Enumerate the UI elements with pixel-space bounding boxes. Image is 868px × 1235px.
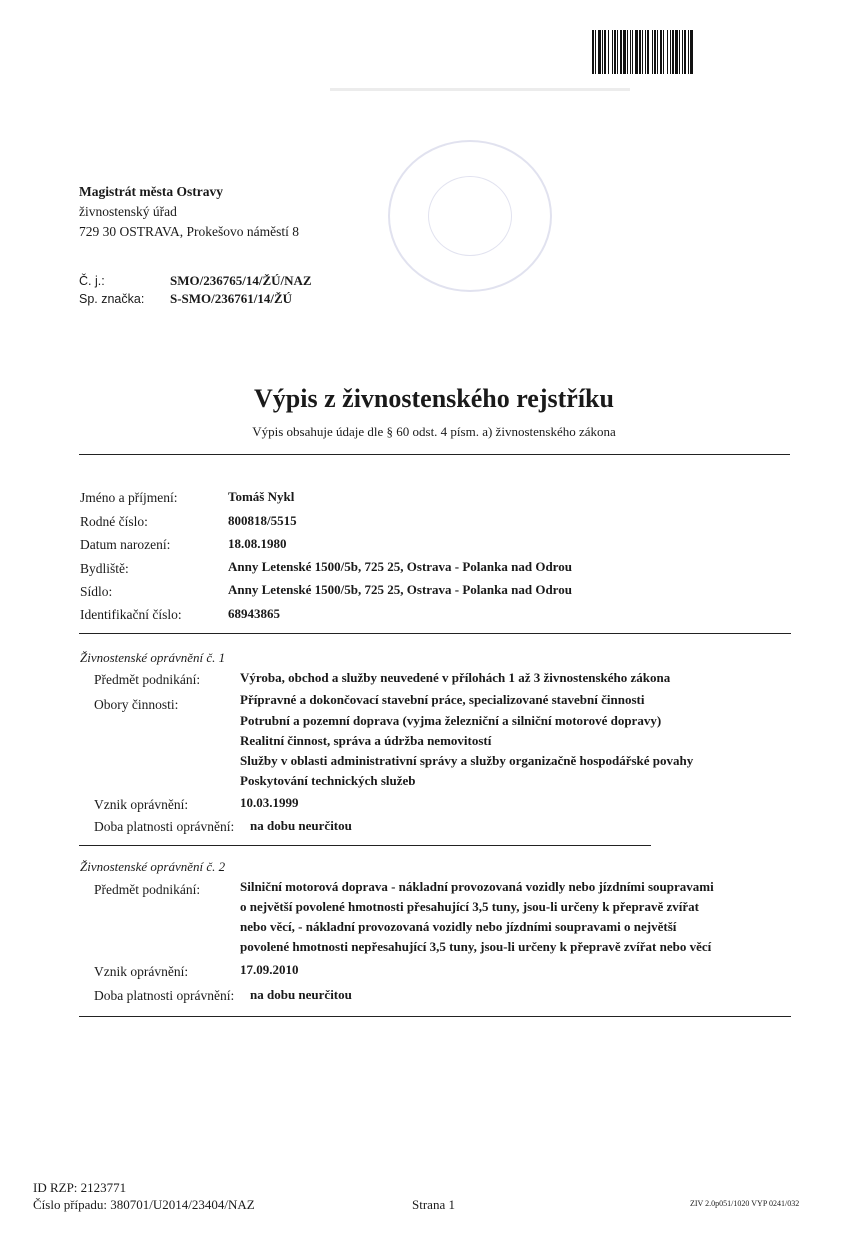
document-title: Výpis z živnostenského rejstříku: [254, 384, 614, 413]
barcode-stripe: [690, 30, 693, 74]
divider-bottom: [79, 1016, 791, 1017]
ref-label-spzn: Sp. značka:: [79, 292, 145, 306]
license-1-field-2: Potrubní a pozemní doprava (vyjma železniční a silniční motorové dopravy): [240, 713, 662, 728]
license-1-fields-label: Obory činnosti:: [94, 697, 179, 712]
official-stamp: [388, 140, 552, 292]
divider-top: [79, 454, 790, 455]
divider-person: [79, 633, 791, 634]
license-2-subject-line-3: nebo věcí, - nákladní provozovaná vozidly nebo jízdními soupravami o největší: [240, 919, 677, 934]
license-1-validity: na dobu neurčitou: [250, 818, 352, 833]
footer-page-number: Strana 1: [412, 1197, 455, 1212]
office-address: 729 30 OSTRAVA, Prokešovo náměstí 8: [79, 224, 300, 239]
license-2-subject-label: Předmět podnikání:: [94, 882, 201, 897]
person-label-name: Jméno a příjmení:: [80, 490, 178, 505]
license-2-subject-line-1: Silniční motorová doprava - nákladní provozovaná vozidly nebo jízdními soupravami: [240, 879, 714, 894]
stamp-emblem: [428, 176, 512, 256]
license-1-field-4: Služby v oblasti administrativní správy a služby organizačně hospodářské povahy: [240, 753, 694, 768]
license-1-subject: Výroba, obchod a služby neuvedené v přílohách 1 až 3 živnostenského zákona: [240, 670, 671, 685]
person-label-residence: Bydliště:: [80, 561, 129, 576]
person-value-name: Tomáš Nykl: [228, 489, 295, 504]
person-label-birth-number: Rodné číslo:: [80, 514, 148, 529]
license-1-heading: Živnostenské oprávnění č. 1: [80, 650, 226, 665]
divider-license-1: [79, 845, 651, 846]
footer-case-number: Číslo případu: 380701/U2014/23404/NAZ: [33, 1197, 255, 1212]
license-1-subject-label: Předmět podnikání:: [94, 672, 201, 687]
office-department: živnostenský úřad: [79, 204, 177, 219]
license-2-validity: na dobu neurčitou: [250, 987, 352, 1002]
license-2-subject-line-4: povolené hmotnosti nepřesahující 3,5 tuny, jsou-li určeny k přepravě zvířat nebo věcí: [240, 939, 712, 954]
person-value-id-number: 68943865: [228, 606, 280, 621]
person-label-seat: Sídlo:: [80, 584, 113, 599]
person-value-seat: Anny Letenské 1500/5b, 725 25, Ostrava - Polanka nad Odrou: [228, 582, 572, 597]
license-1-field-3: Realitní činnost, správa a údržba nemovitostí: [240, 733, 492, 748]
license-2-subject-line-2: o největší povolené hmotnosti přesahující 3,5 tuny, jsou-li určeny k přepravě zvířat: [240, 899, 699, 914]
license-1-origin: 10.03.1999: [240, 795, 299, 810]
person-value-birth-date: 18.08.1980: [228, 536, 287, 551]
license-1-field-5: Poskytování technických služeb: [240, 773, 416, 788]
license-2-origin-label: Vznik oprávnění:: [94, 964, 189, 979]
person-value-residence: Anny Letenské 1500/5b, 725 25, Ostrava - Polanka nad Odrou: [228, 559, 572, 574]
faint-header-line: [330, 88, 630, 91]
ref-label-cj: Č. j.:: [79, 274, 105, 288]
person-value-birth-number: 800818/5515: [228, 513, 297, 528]
footer-rzp-id: ID RZP: 2123771: [33, 1180, 127, 1195]
ref-value-spzn: S-SMO/236761/14/ŽÚ: [170, 291, 293, 306]
license-1-origin-label: Vznik oprávnění:: [94, 797, 189, 812]
license-2-origin: 17.09.2010: [240, 962, 299, 977]
footer-form-code: ZIV 2.0p051/1020 VYP 0241/032: [690, 1199, 800, 1208]
license-1-field-1: Přípravné a dokončovací stavební práce, specializované stavební činnosti: [240, 692, 645, 707]
person-label-birth-date: Datum narození:: [80, 537, 171, 552]
license-1-validity-label: Doba platnosti oprávnění:: [94, 819, 235, 834]
license-2-heading: Živnostenské oprávnění č. 2: [80, 859, 226, 874]
document-subtitle: Výpis obsahuje údaje dle § 60 odst. 4 písm. a) živnostenského zákona: [252, 424, 616, 439]
ref-value-cj: SMO/236765/14/ŽÚ/NAZ: [170, 273, 312, 288]
person-label-id-number: Identifikační číslo:: [80, 607, 182, 622]
office-name: Magistrát města Ostravy: [79, 184, 223, 199]
license-2-validity-label: Doba platnosti oprávnění:: [94, 988, 235, 1003]
barcode: [592, 30, 788, 74]
